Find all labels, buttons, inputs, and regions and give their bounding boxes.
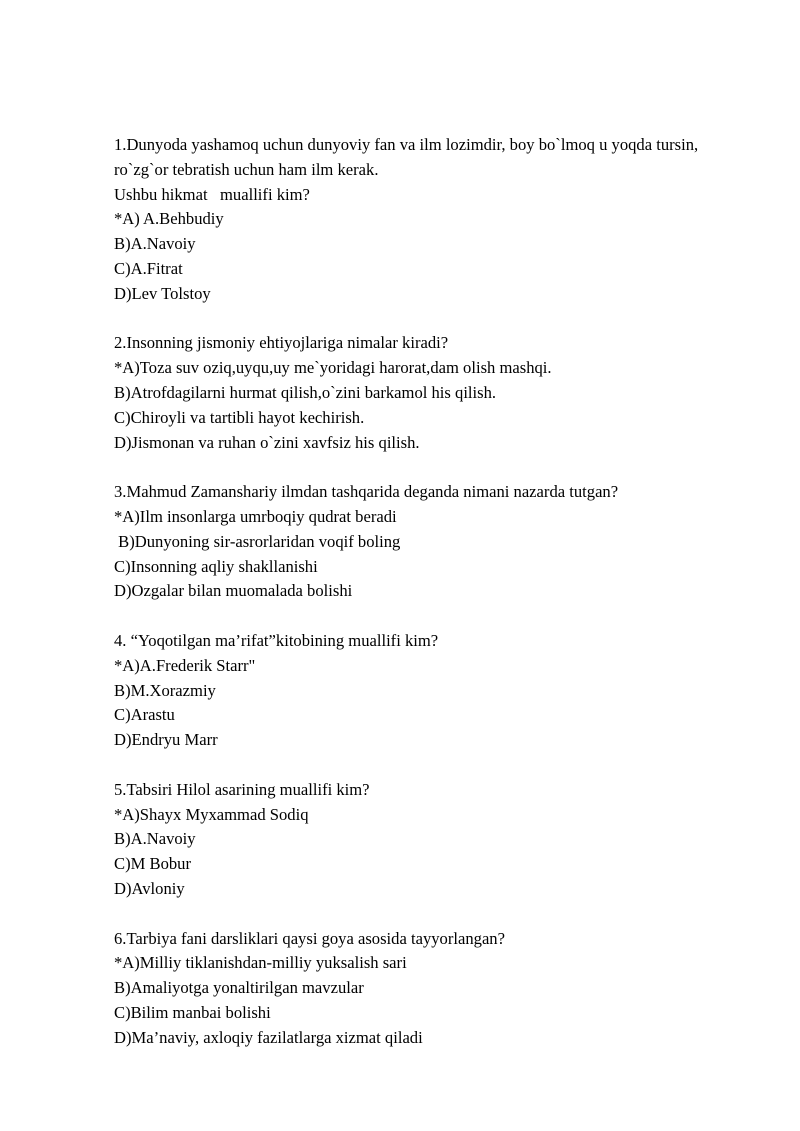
question-text: 5.Tabsiri Hilol asarining muallifi kim? <box>114 779 370 799</box>
answer-option-a: *A)Ilm insonlarga umrboqiy qudrat beradi <box>114 506 397 526</box>
answer-option-d: D)Ma’naviy, axloqiy fazilatlarga xizmat qiladi <box>114 1027 423 1047</box>
answer-option-a: *A)Shayx Myxammad Sodiq <box>114 804 309 824</box>
question-text: 4. “Yoqotilgan ma’rifat”kitobining muallifi kim? <box>114 630 439 650</box>
question-subtext: Ushbu hikmat muallifi kim? <box>114 184 310 204</box>
answer-option-c: C)Bilim manbai bolishi <box>114 1002 271 1022</box>
answer-option-b: B)Amaliyotga yonaltirilgan mavzular <box>114 978 364 998</box>
question-text: 3.Mahmud Zamanshariy ilmdan tashqarida deganda nimani nazarda tutgan? <box>114 482 619 502</box>
answer-option-a: *A) A.Behbudiy <box>114 209 224 229</box>
question-1 <box>114 133 754 307</box>
question-2 <box>114 331 754 455</box>
question-text: 6.Tarbiya fani darsliklari qaysi goya asosida tayyorlangan? <box>114 928 505 948</box>
answer-option-d: D)Ozgalar bilan muomalada bolishi <box>114 581 353 601</box>
answer-option-b: B)Dunyoning sir-asrorlaridan voqif boling <box>114 531 401 551</box>
question-6 <box>114 927 754 1051</box>
answer-option-d: D)Endryu Marr <box>114 730 218 750</box>
answer-option-c: C)Insonning aqliy shakllanishi <box>114 556 318 576</box>
answer-option-d: D)Avloniy <box>114 878 185 898</box>
answer-option-b: B)M.Xorazmiy <box>114 680 216 700</box>
question-text: 2.Insonning jismoniy ehtiyojlariga nimalar kiradi? <box>114 333 449 353</box>
question-3 <box>114 480 754 604</box>
answer-option-b: B)A.Navoiy <box>114 829 196 849</box>
question-5 <box>114 778 754 902</box>
answer-option-a: *A)Toza suv oziq,uyqu,uy me`yoridagi harorat,dam olish mashqi. <box>114 358 552 378</box>
answer-option-c: C)Arastu <box>114 705 175 725</box>
answer-option-c: C)M Bobur <box>114 854 191 874</box>
answer-option-a: *A)A.Frederik Starr" <box>114 655 256 675</box>
question-4 <box>114 629 754 753</box>
answer-option-d: D)Lev Tolstoy <box>114 283 211 303</box>
question-text: 1.Dunyoda yashamoq uchun dunyoviy fan va ilm lozimdir, boy bo`lmoq u yoqda tursin, ro`zg`or tebratish uchun ham ilm kerak. <box>114 135 703 179</box>
answer-option-d: D)Jismonan va ruhan o`zini xavfsiz his qilish. <box>114 432 420 452</box>
answer-option-c: C)A.Fitrat <box>114 258 183 278</box>
question-list <box>114 133 754 1075</box>
answer-option-a: *A)Milliy tiklanishdan-milliy yuksalish sari <box>114 953 407 973</box>
answer-option-c: C)Chiroyli va tartibli hayot kechirish. <box>114 407 365 427</box>
answer-option-b: B)A.Navoiy <box>114 234 196 254</box>
answer-option-b: B)Atrofdagilarni hurmat qilish,o`zini barkamol his qilish. <box>114 382 497 402</box>
